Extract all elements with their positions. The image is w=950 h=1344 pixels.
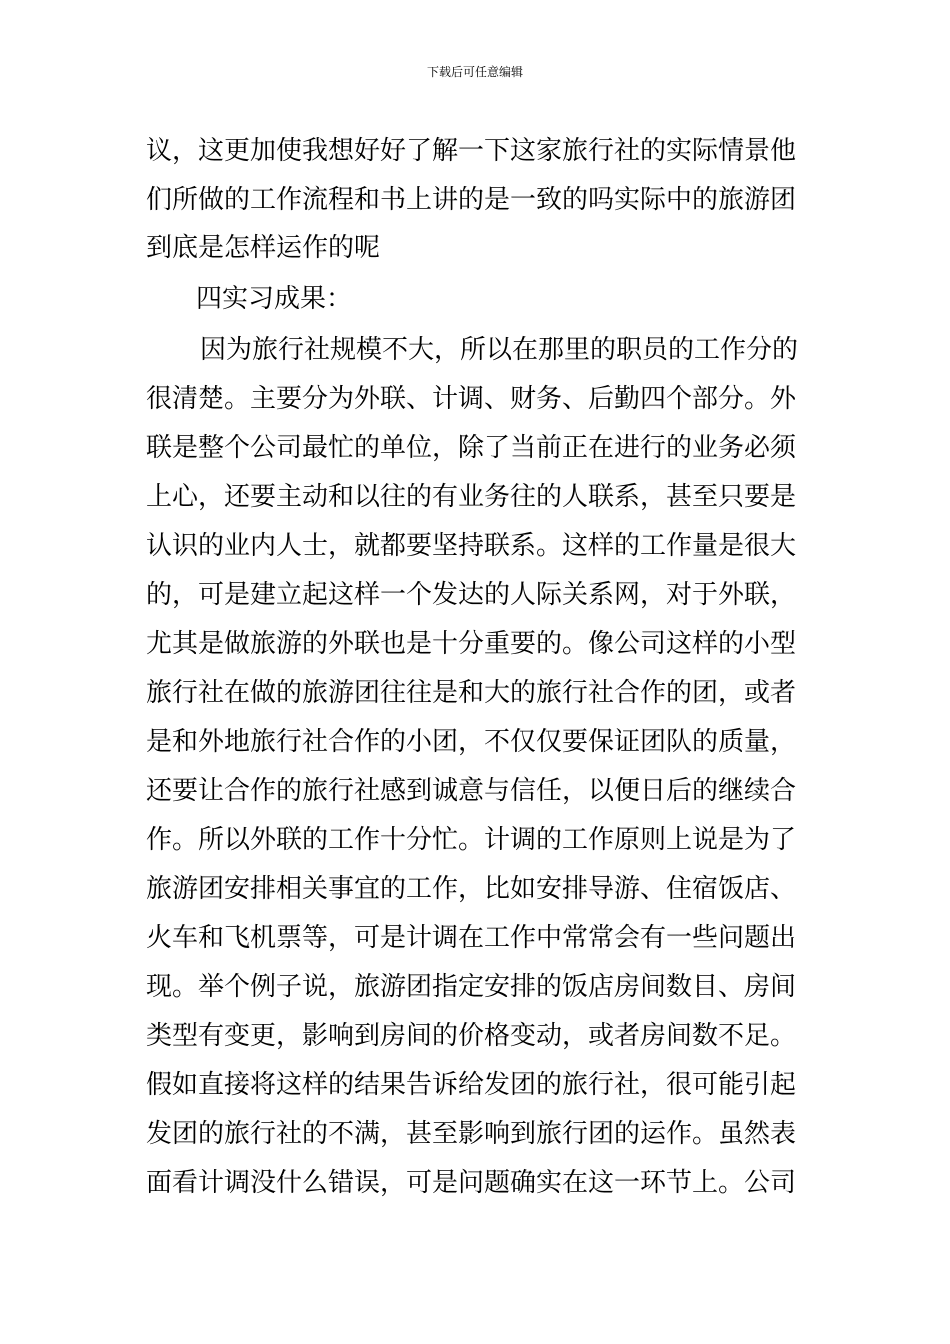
body-line: 联是整个公司最忙的单位，除了当前正在进行的业务必须 [146,433,797,463]
body-line: 旅游团安排相关事宜的工作，比如安排导游、住宿饭店、 [146,874,797,904]
body-line: 假如直接将这样的结果告诉给发团的旅行社，很可能引起 [146,1070,797,1100]
body-line: 现。举个例子说，旅游团指定安排的饭店房间数目、房间 [146,972,797,1002]
body-line: 议，这更加使我想好好了解一下这家旅行社的实际情景他 [146,136,797,166]
section-heading: 四实习成果： [196,284,353,314]
body-line: 认识的业内人士，就都要坚持联系。这样的工作量是很大 [146,531,797,561]
body-line: 很清楚。主要分为外联、计调、财务、后勤四个部分。外 [146,384,797,414]
body-line: 到底是怎样运作的呢 [146,233,381,263]
body-line: 们所做的工作流程和书上讲的是一致的吗实际中的旅游团 [146,185,797,215]
body-line: 作。所以外联的工作十分忙。计调的工作原则上说是为了 [146,825,797,855]
body-line: 面看计调没什么错误，可是问题确实在这一环节上。公司 [146,1168,797,1198]
body-line: 旅行社在做的旅游团往往是和大的旅行社合作的团，或者 [146,678,797,708]
body-line: 是和外地旅行社合作的小团，不仅仅要保证团队的质量， [146,727,797,757]
body-line: 尤其是做旅游的外联也是十分重要的。像公司这样的小型 [146,629,797,659]
body-line: 类型有变更，影响到房间的价格变动，或者房间数不足。 [146,1021,797,1051]
body-line: 还要让合作的旅行社感到诚意与信任，以便日后的继续合 [146,776,797,806]
body-line: 发团的旅行社的不满，甚至影响到旅行团的运作。虽然表 [146,1119,797,1149]
body-line: 上心，还要主动和以往的有业务往的人联系，甚至只要是 [146,482,797,512]
body-line: 的，可是建立起这样一个发达的人际关系网，对于外联， [146,580,797,610]
paragraph-first-line: 因为旅行社规模不大，所以在那里的职员的工作分的 [200,335,799,365]
page-header: 下载后可任意编辑 [426,65,523,79]
body-line: 火车和飞机票等，可是计调在工作中常常会有一些问题出 [146,923,797,953]
